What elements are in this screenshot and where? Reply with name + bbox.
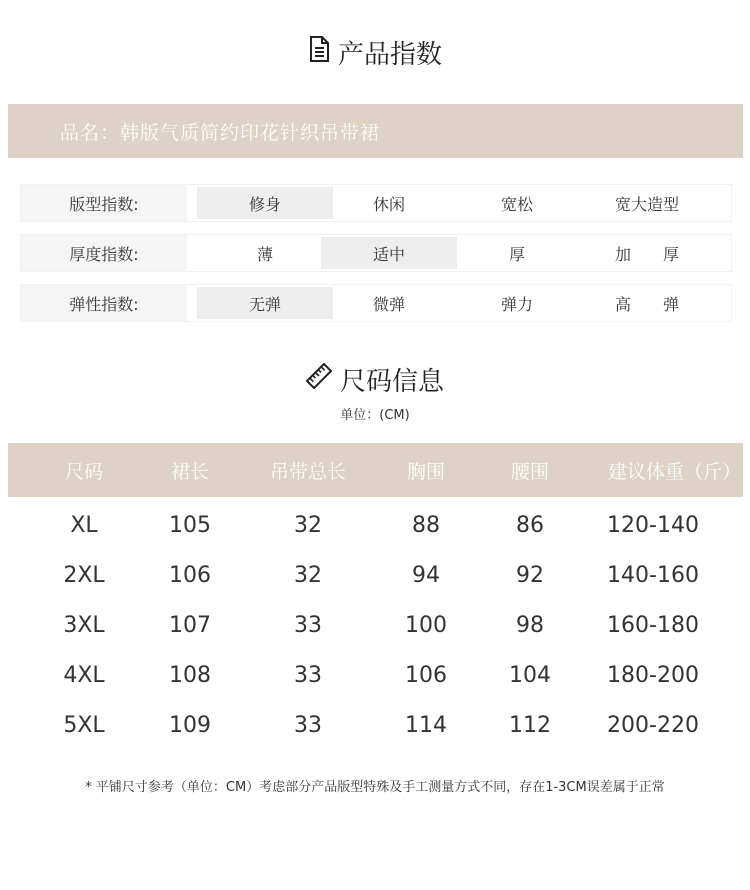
cell-strap-length: 32: [294, 562, 322, 588]
thickness-index-row: [20, 234, 732, 272]
cell-weight: 180-200: [607, 662, 699, 688]
header-bust: 胸围: [406, 460, 445, 483]
cell-waist: 98: [516, 612, 544, 638]
size-table-header: [8, 443, 743, 497]
fit-option-slim: 修身: [197, 187, 333, 219]
table-row: [8, 650, 743, 700]
cell-waist: 92: [516, 562, 544, 588]
table-row: [8, 600, 743, 650]
cell-waist: 104: [509, 662, 551, 688]
product-name-bar: [8, 104, 743, 158]
product-index-heading: 产品指数: [337, 39, 442, 70]
size-info-heading: 尺码信息: [339, 366, 444, 397]
elasticity-index-row: [20, 284, 732, 322]
header-weight: 建议体重（斤）: [608, 460, 742, 483]
cell-size: 2XL: [63, 562, 105, 588]
product-name: 品名：韩版气质简约印花针织吊带裙: [60, 121, 381, 144]
cell-size: 3XL: [63, 612, 105, 638]
cell-weight: 200-220: [607, 712, 699, 738]
ruler-icon: [306, 363, 332, 396]
header-waist: 腰围: [510, 460, 549, 483]
size-table-body: [8, 500, 743, 750]
table-row: [8, 500, 743, 550]
cell-strap-length: 32: [294, 512, 322, 538]
elasticity-option-high: 高 弹: [614, 294, 679, 314]
header-skirt-length: 裙长: [170, 460, 209, 483]
cell-size: XL: [70, 512, 98, 538]
cell-strap-length: 33: [294, 612, 322, 638]
fit-option-oversized: 宽大造型: [614, 194, 679, 214]
thickness-option-extra-thick: 加 厚: [614, 244, 679, 264]
cell-bust: 114: [405, 712, 447, 738]
cell-weight: 140-160: [607, 562, 699, 588]
elasticity-option-stretch: 弹力: [500, 294, 533, 314]
document-icon: [308, 36, 330, 69]
unit-label: 单位：(CM): [340, 408, 410, 423]
cell-bust: 100: [405, 612, 447, 638]
size-info-title: [0, 359, 750, 399]
cell-waist: 86: [516, 512, 544, 538]
cell-size: 5XL: [63, 712, 105, 738]
elasticity-option-none: 无弹: [197, 287, 333, 319]
cell-skirt-length: 109: [169, 712, 211, 738]
cell-waist: 112: [509, 712, 551, 738]
cell-bust: 94: [412, 562, 440, 588]
cell-size: 4XL: [63, 662, 105, 688]
cell-skirt-length: 105: [169, 512, 211, 538]
cell-skirt-length: 106: [169, 562, 211, 588]
measurement-footnote: * 平铺尺寸参考（单位：CM）考虑部分产品版型特殊及手工测量方式不同，存在1-3CM误差属于正常: [85, 780, 665, 795]
cell-weight: 160-180: [607, 612, 699, 638]
product-index-title: [0, 32, 750, 72]
thickness-option-thin: 薄: [256, 244, 273, 264]
cell-skirt-length: 108: [169, 662, 211, 688]
thickness-index-label: 厚度指数:: [21, 235, 187, 271]
cell-weight: 120-140: [607, 512, 699, 538]
elasticity-index-label: 弹性指数:: [21, 285, 187, 321]
header-strap-length: 吊带总长: [269, 460, 346, 483]
table-row: [8, 700, 743, 750]
cell-strap-length: 33: [294, 662, 322, 688]
cell-skirt-length: 107: [169, 612, 211, 638]
fit-option-loose: 宽松: [500, 194, 533, 214]
header-size: 尺码: [64, 460, 103, 483]
fit-index-row: [20, 184, 732, 222]
cell-strap-length: 33: [294, 712, 322, 738]
table-row: [8, 550, 743, 600]
elasticity-option-slight: 微弹: [372, 294, 405, 314]
fit-option-casual: 休闲: [372, 194, 405, 214]
fit-index-label: 版型指数:: [21, 185, 187, 221]
cell-bust: 106: [405, 662, 447, 688]
cell-bust: 88: [412, 512, 440, 538]
thickness-option-thick: 厚: [508, 244, 525, 264]
thickness-option-medium: 适中: [321, 237, 457, 269]
